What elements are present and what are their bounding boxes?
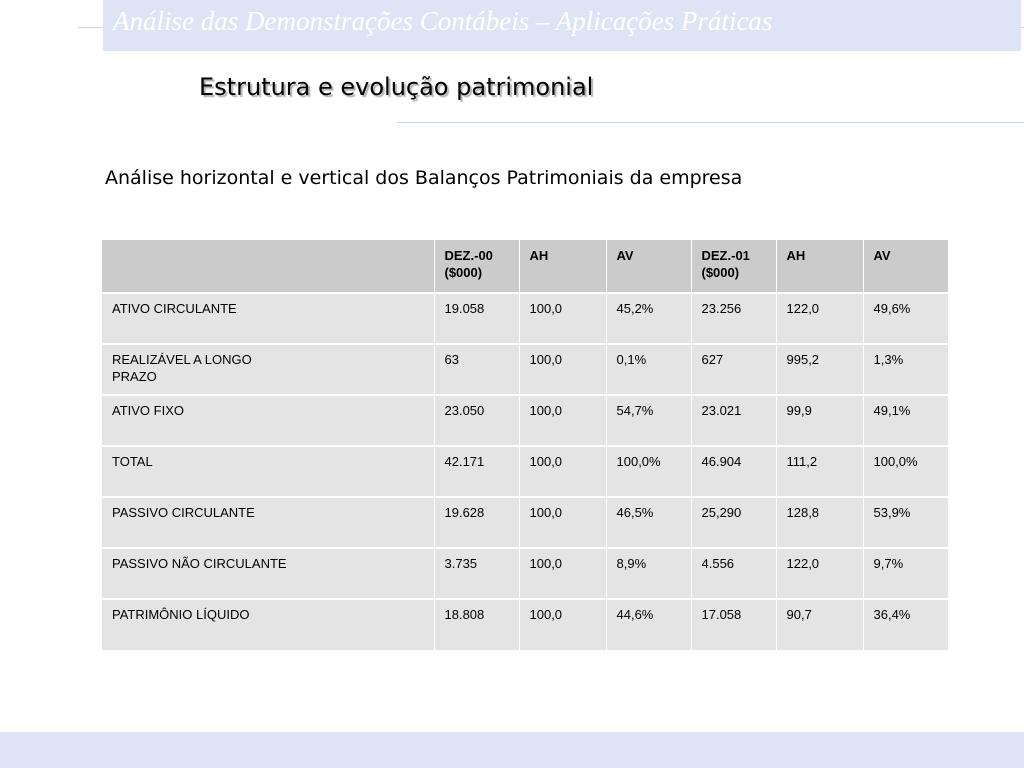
table-cell-dez00: 63 [434,344,519,395]
table-cell-ah-00: 100,0 [519,446,606,497]
header-cell-dez00: DEZ.-00 ($000) [434,240,519,293]
table-cell-dez00: 19.628 [434,497,519,548]
header-title: Análise das Demonstrações Contábeis – Aplicações Práticas [113,6,773,36]
table-cell-dez01: 25,290 [691,497,776,548]
table-cell-av-01: 36,4% [863,599,948,650]
table-cell-ah-01: 128,8 [776,497,863,548]
table-cell-av-00: 54,7% [606,395,691,446]
header-cell-item [102,240,434,293]
table-cell-av-00: 45,2% [606,293,691,344]
balance-table-container [102,240,948,650]
table-cell-item: REALIZÁVEL A LONGO PRAZO [102,344,434,395]
header-cell-dez01: DEZ.-01 ($000) [691,240,776,293]
table-cell-ah-01: 122,0 [776,548,863,599]
table-body [102,293,948,650]
header-cell-ah-01: AH [776,240,863,293]
table-cell-ah-00: 100,0 [519,497,606,548]
table-cell-item: ATIVO FIXO [102,395,434,446]
table-row [102,293,948,344]
page-subtitle: Análise horizontal e vertical dos Balanços Patrimoniais da empresa [105,167,743,189]
table-cell-dez01: 4.556 [691,548,776,599]
table-cell-dez00: 18.808 [434,599,519,650]
table-cell-ah-00: 100,0 [519,395,606,446]
table-cell-item: PASSIVO NÃO CIRCULANTE [102,548,434,599]
table-cell-dez01: 627 [691,344,776,395]
table-cell-ah-00: 100,0 [519,293,606,344]
table-cell-av-00: 100,0% [606,446,691,497]
table-cell-dez00: 42.171 [434,446,519,497]
table-row [102,344,948,395]
header-cell-ah-00: AH [519,240,606,293]
table-cell-dez00: 3.735 [434,548,519,599]
table-cell-av-01: 9,7% [863,548,948,599]
table-cell-ah-00: 100,0 [519,599,606,650]
table-cell-ah-01: 122,0 [776,293,863,344]
header-cell-av-01: AV [863,240,948,293]
table-row [102,395,948,446]
table-cell-av-01: 1,3% [863,344,948,395]
table-cell-dez01: 23.256 [691,293,776,344]
table-row [102,497,948,548]
table-row [102,446,948,497]
table-cell-ah-01: 90,7 [776,599,863,650]
table-cell-ah-00: 100,0 [519,344,606,395]
table-header-row [102,240,948,293]
table-cell-dez01: 23.021 [691,395,776,446]
table-cell-av-00: 0,1% [606,344,691,395]
table-cell-dez01: 46.904 [691,446,776,497]
table-cell-ah-01: 99,9 [776,395,863,446]
table-cell-ah-01: 995,2 [776,344,863,395]
table-cell-av-01: 49,1% [863,395,948,446]
header-cell-av-00: AV [606,240,691,293]
table-row [102,599,948,650]
table-cell-item: TOTAL [102,446,434,497]
table-cell-av-01: 100,0% [863,446,948,497]
table-cell-av-01: 49,6% [863,293,948,344]
table-cell-item: PASSIVO CIRCULANTE [102,497,434,548]
header-decor-line-left [78,27,103,28]
page-title: Estrutura e evolução patrimonial [199,73,594,101]
footer-band [0,732,1024,768]
table-cell-item: ATIVO CIRCULANTE [102,293,434,344]
table-cell-av-00: 8,9% [606,548,691,599]
table-cell-ah-01: 111,2 [776,446,863,497]
balance-table [102,240,948,650]
table-cell-dez00: 19.058 [434,293,519,344]
table-row [102,548,948,599]
table-cell-av-00: 44,6% [606,599,691,650]
table-cell-av-00: 46,5% [606,497,691,548]
title-rule [397,122,1024,123]
table-cell-dez01: 17.058 [691,599,776,650]
table-cell-dez00: 23.050 [434,395,519,446]
table-cell-item: PATRIMÔNIO LÍQUIDO [102,599,434,650]
table-cell-av-01: 53,9% [863,497,948,548]
table-cell-ah-00: 100,0 [519,548,606,599]
